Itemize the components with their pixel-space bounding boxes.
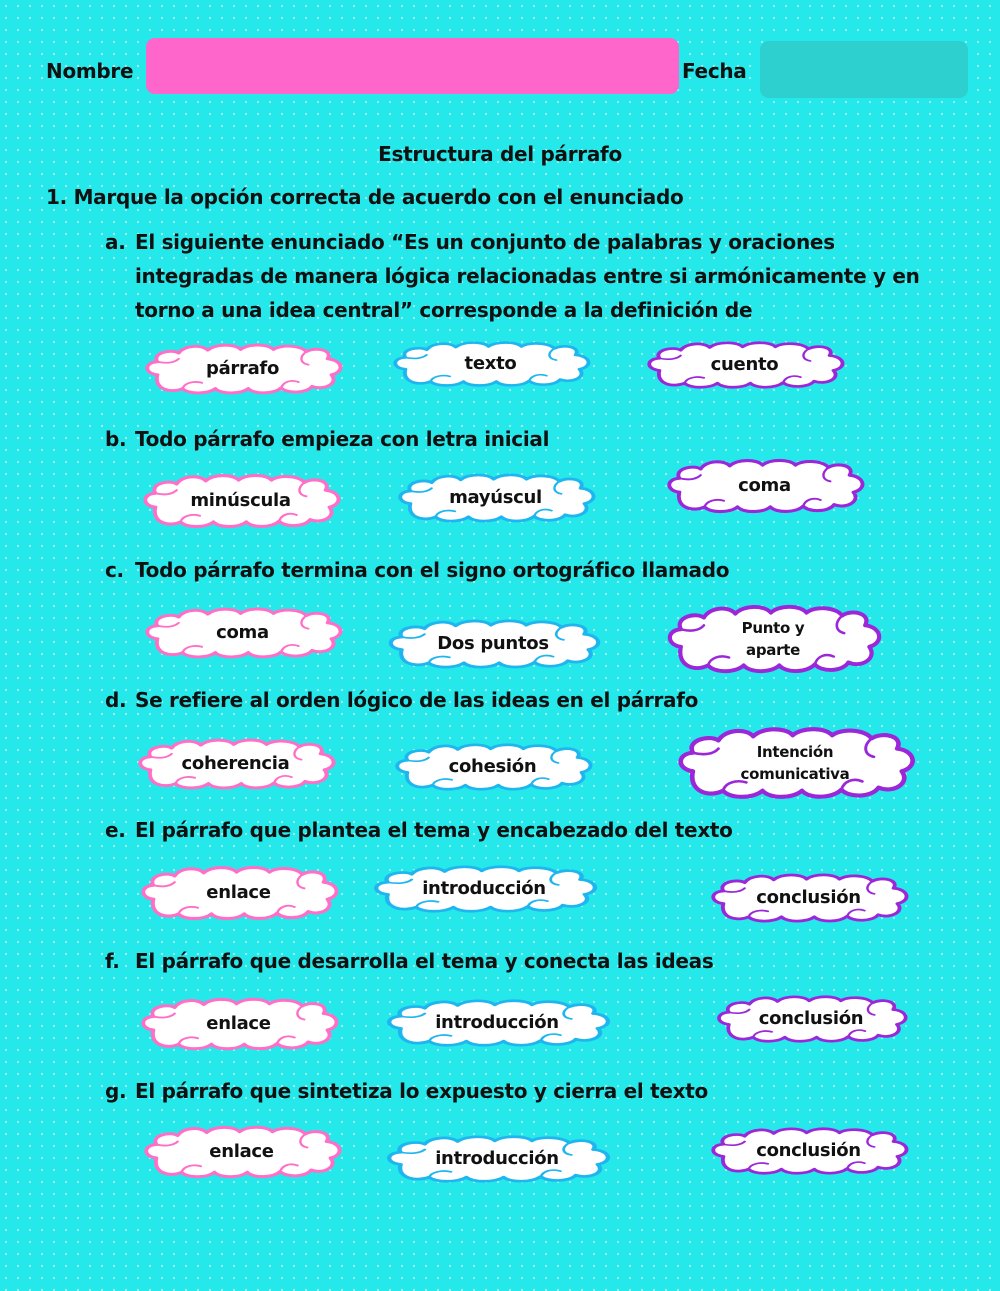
option-c1-cloud[interactable] bbox=[140, 604, 345, 662]
option-label: conclusión bbox=[756, 887, 861, 908]
option-g3-cloud[interactable] bbox=[706, 1124, 911, 1178]
option-label: enlace bbox=[209, 1141, 274, 1162]
question-e bbox=[105, 813, 935, 847]
option-label: coma bbox=[738, 475, 791, 496]
question-marker: a. bbox=[105, 230, 126, 254]
option-label: Intención comunicativa bbox=[740, 743, 850, 783]
option-e2-cloud[interactable] bbox=[368, 862, 600, 916]
option-label: coma bbox=[216, 622, 269, 643]
option-label: mayúscul bbox=[449, 487, 542, 508]
option-label: enlace bbox=[206, 1013, 271, 1034]
date-input[interactable] bbox=[760, 41, 968, 98]
option-f2-cloud[interactable] bbox=[381, 996, 613, 1050]
option-b2-cloud[interactable] bbox=[393, 470, 598, 526]
option-label: Dos puntos bbox=[437, 633, 549, 654]
question-c bbox=[105, 553, 935, 587]
instruction: 1. Marque la opción correcta de acuerdo con el enunciado bbox=[46, 185, 684, 209]
option-a2-cloud[interactable] bbox=[388, 338, 593, 390]
option-b1-cloud[interactable] bbox=[138, 470, 343, 532]
option-label: texto bbox=[464, 353, 517, 374]
question-text: El párrafo que sintetiza lo expuesto y cierra el texto bbox=[135, 1079, 708, 1103]
question-marker: b. bbox=[105, 427, 127, 451]
name-label: Nombre bbox=[46, 59, 134, 83]
question-a bbox=[105, 225, 935, 327]
question-marker: e. bbox=[105, 818, 126, 842]
option-e3-cloud[interactable] bbox=[706, 870, 911, 926]
question-text: El párrafo que desarrolla el tema y conecta las ideas bbox=[135, 949, 714, 973]
question-g bbox=[105, 1074, 935, 1108]
question-text: Se refiere al orden lógico de las ideas en el párrafo bbox=[135, 688, 699, 712]
option-d2-cloud[interactable] bbox=[390, 740, 595, 794]
question-b bbox=[105, 422, 935, 456]
option-label: minúscula bbox=[190, 490, 291, 511]
question-d bbox=[105, 683, 935, 717]
question-text: Todo párrafo termina con el signo ortográfico llamado bbox=[135, 558, 730, 582]
option-label: introducción bbox=[422, 878, 546, 899]
question-marker: f. bbox=[105, 949, 120, 973]
name-input[interactable] bbox=[146, 38, 679, 94]
option-label: Punto y aparte bbox=[741, 619, 805, 659]
option-a3-cloud[interactable] bbox=[642, 338, 847, 392]
date-label: Fecha bbox=[682, 59, 747, 83]
option-label: cohesión bbox=[448, 756, 537, 777]
option-label: introducción bbox=[435, 1148, 559, 1169]
option-g2-cloud[interactable] bbox=[381, 1132, 613, 1186]
question-marker: d. bbox=[105, 688, 127, 712]
option-label: conclusión bbox=[758, 1008, 864, 1029]
option-label: cuento bbox=[710, 354, 779, 375]
option-b3-cloud[interactable] bbox=[662, 455, 867, 517]
option-c3-cloud[interactable] bbox=[662, 600, 884, 678]
question-text: Todo párrafo empieza con letra inicial bbox=[135, 427, 550, 451]
option-e1-cloud[interactable] bbox=[136, 862, 341, 924]
option-label: enlace bbox=[206, 882, 271, 903]
option-label: introducción bbox=[435, 1012, 559, 1033]
option-a1-cloud[interactable] bbox=[140, 340, 345, 398]
option-f1-cloud[interactable] bbox=[136, 994, 341, 1054]
question-f bbox=[105, 944, 935, 978]
option-label: párrafo bbox=[205, 358, 280, 379]
question-text: El siguiente enunciado “Es un conjunto de palabras y oraciones integradas de manera lógica relacionadas entre si armónicamente y en torno a una idea central” corresponde a la definición de bbox=[135, 230, 920, 322]
option-d1-cloud[interactable] bbox=[133, 735, 338, 793]
option-g1-cloud[interactable] bbox=[139, 1122, 344, 1182]
question-marker: g. bbox=[105, 1079, 127, 1103]
option-f3-cloud[interactable] bbox=[712, 992, 910, 1046]
option-d3-cloud[interactable] bbox=[672, 722, 918, 804]
option-label: conclusión bbox=[756, 1140, 861, 1161]
question-text: El párrafo que plantea el tema y encabezado del texto bbox=[135, 818, 733, 842]
option-label: coherencia bbox=[181, 753, 290, 774]
option-c2-cloud[interactable] bbox=[383, 616, 603, 672]
worksheet-title: Estructura del párrafo bbox=[378, 142, 622, 166]
question-marker: c. bbox=[105, 558, 124, 582]
